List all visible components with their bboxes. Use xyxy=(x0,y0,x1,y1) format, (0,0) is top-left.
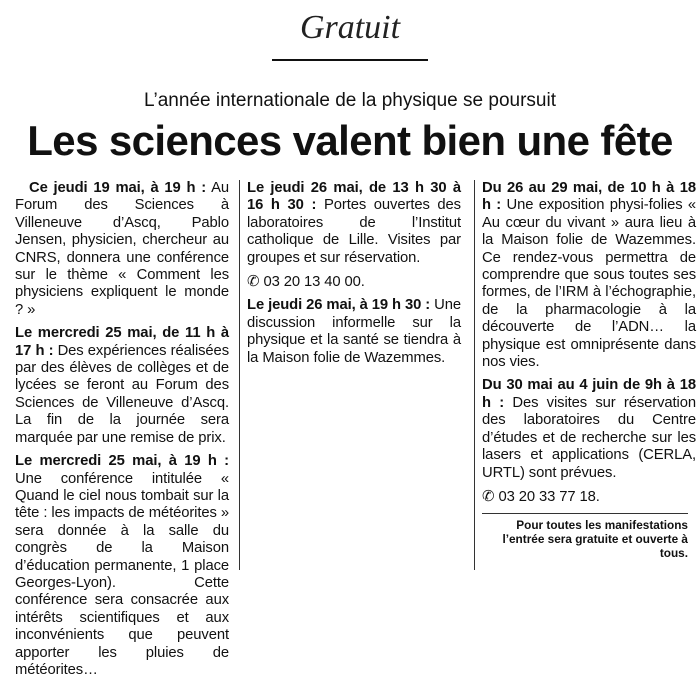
event-paragraph xyxy=(482,180,696,371)
column-rule-2 xyxy=(474,180,475,570)
subheadline: L’année internationale de la physique se poursuit xyxy=(144,90,556,111)
event-paragraph xyxy=(247,297,461,367)
event-description: Des expériences réalisées par des élèves de collèges et de lycées se feront au Forum des Sciences de Villeneuve d’Ascq. La fin de la journée sera marquée par une remise de prix. xyxy=(15,342,229,446)
event-date: Le mercredi 25 mai, de 11 h à 17 h : xyxy=(15,325,229,359)
event-description: Des visites sur réservation des laboratoires du Centre d’études et de recherche sur les lasers et applications (CERLA, URTL) sont prévues. xyxy=(482,394,696,481)
column-rule-1 xyxy=(239,180,240,570)
event-date: Du 26 au 29 mai, de 10 h à 18 h : xyxy=(482,180,696,214)
event-description: Une discussion informelle sur la physique et la santé se tiendra à la Maison folie de Wazemmes. xyxy=(247,297,461,366)
event-date: Le mercredi 25 mai, à 19 h : xyxy=(15,453,229,470)
event-description: Une conférence intitulée « Quand le ciel nous tombait sur la tête : les impacts de météorites » sera donnée à la salle du congrès de la Maison d’éducation permanente, 1 place Georges-Lyon). Cette conférence sera consacrée aux intérêts scientifiques et aux inconvénients que peuvent apporter les pluies de météorites… xyxy=(15,470,229,678)
article-column-1 xyxy=(15,180,229,679)
footer-rule xyxy=(482,513,688,514)
footer-note: Pour toutes les manifestations l’entrée sera gratuite et ouverte à tous. xyxy=(502,518,688,560)
article-column-2 xyxy=(247,180,461,367)
event-paragraph xyxy=(482,377,696,481)
event-paragraph xyxy=(15,180,229,319)
article-column-3 xyxy=(482,180,696,506)
phone-number: 03 20 13 40 00. xyxy=(263,274,365,291)
kicker-underline xyxy=(272,59,428,61)
kicker: Gratuit xyxy=(299,9,401,46)
phone-number: 03 20 33 77 18. xyxy=(498,488,600,505)
phone-icon: ✆ xyxy=(247,273,260,291)
headline: Les sciences valent bien une fête xyxy=(27,117,673,164)
phone-icon: ✆ xyxy=(482,487,495,505)
phone-line xyxy=(247,273,461,291)
event-paragraph xyxy=(15,325,229,447)
event-description: Portes ouvertes des laboratoires de l’Institut catholique de Lille. Visites par groupes et sur réservation. xyxy=(247,197,461,266)
event-description: Au Forum des Sciences à Villeneuve d’Ascq, Pablo Jensen, physicien, chercheur au CNRS, donnera une conférence sur le thème « Comment les physiciens expliquent le monde ? » xyxy=(15,180,229,318)
event-date: Ce jeudi 19 mai, à 19 h : xyxy=(29,180,207,196)
phone-line xyxy=(482,488,696,506)
event-date: Le jeudi 26 mai, de 13 h 30 à 16 h 30 : xyxy=(247,180,461,214)
event-description: Une exposition physi-folies « Au cœur du vivant » aura lieu à la Maison folie de Wazemmes. Ce rendez-vous permettra de comprendre que sous toutes ses formes, de l’IRM à l’échographie, de la pharmacologie à la découverte de l’ADN… la physique est omniprésente dans nos vies. xyxy=(482,197,697,371)
event-date: Le jeudi 26 mai, à 19 h 30 : xyxy=(247,297,431,314)
event-date: Du 30 mai au 4 juin de 9h à 18 h : xyxy=(482,377,696,411)
event-paragraph xyxy=(247,180,461,267)
event-paragraph xyxy=(15,453,229,679)
